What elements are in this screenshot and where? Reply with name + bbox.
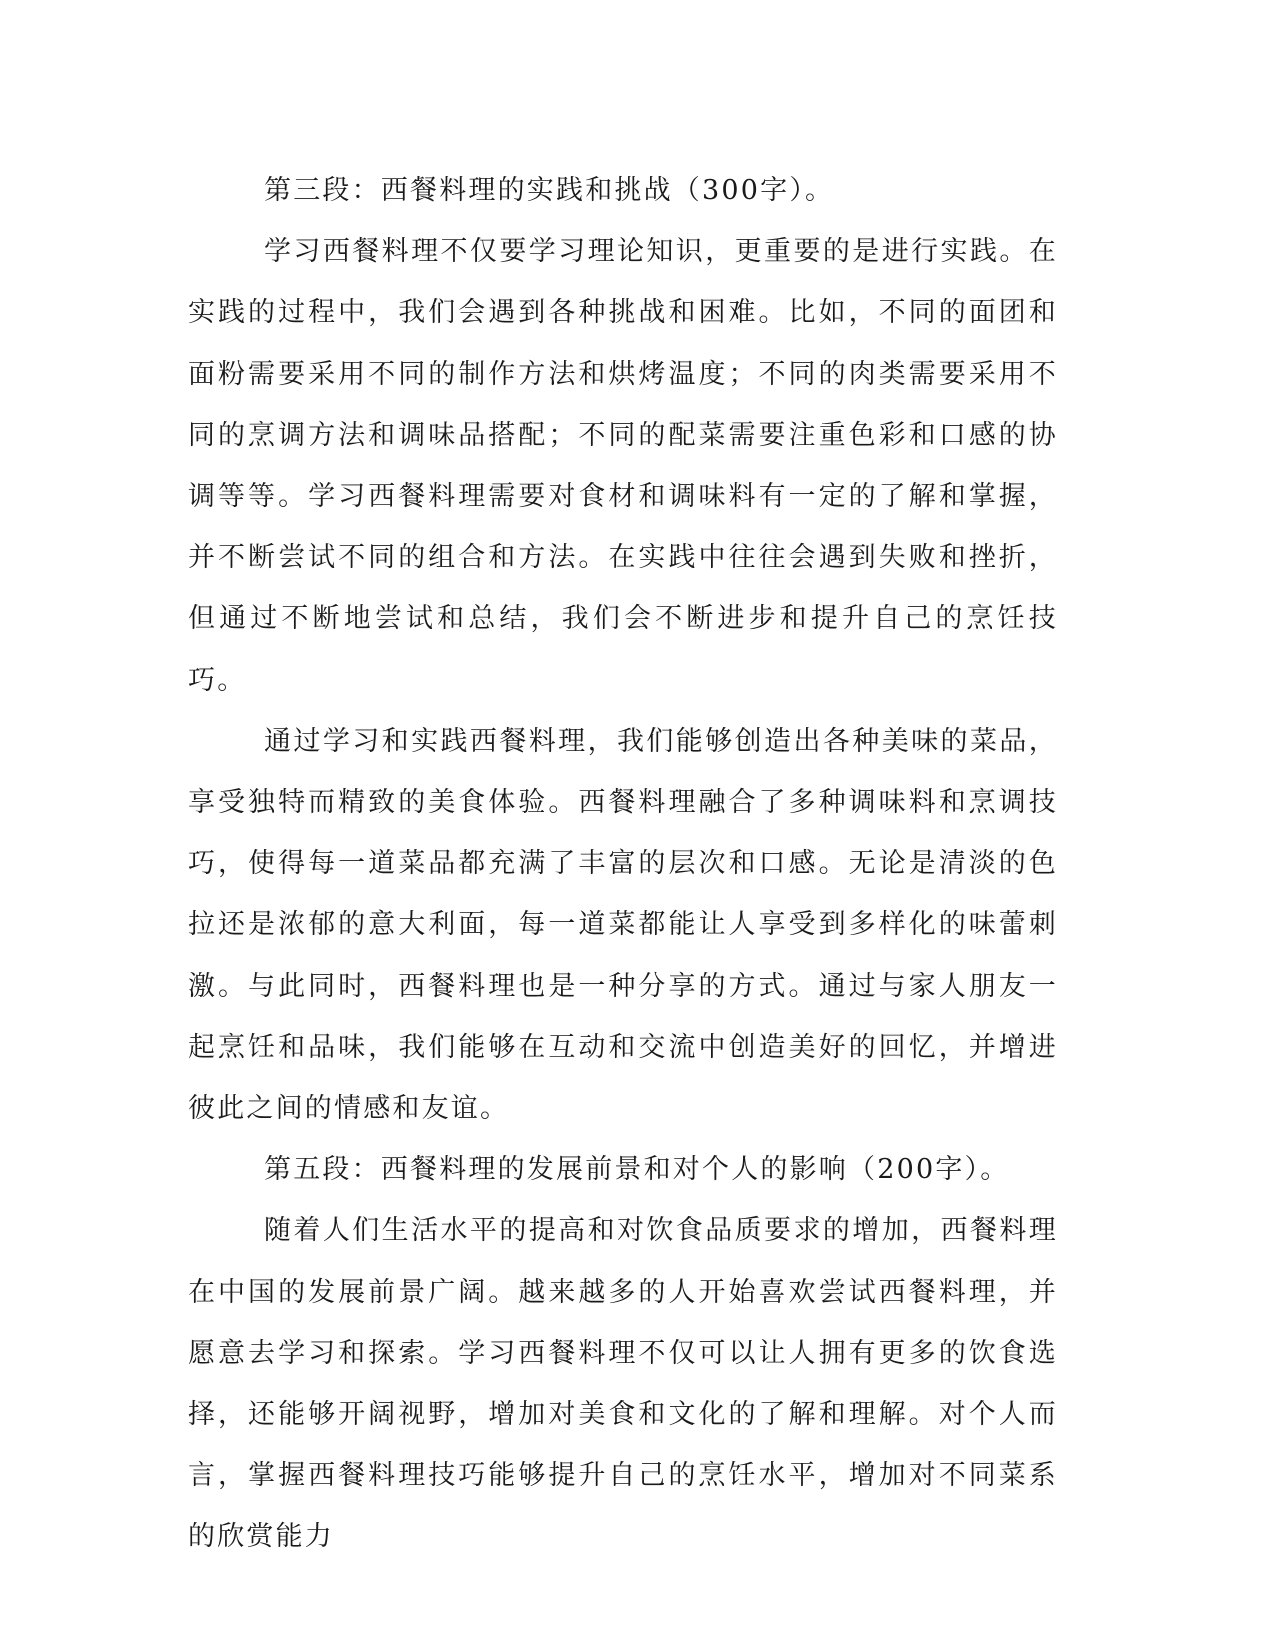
paragraph-prospects: 随着人们生活水平的提高和对饮食品质要求的增加，西餐料理在中国的发展前景广阔。越来越多的人开始喜欢尝试西餐料理，并愿意去学习和探索。学习西餐料理不仅可以让人拥有更多的饮食选择，还能够开阔视野，增加对美食和文化的了解和理解。对个人而言，掌握西餐料理技巧能够提升自己的烹饪水平，增加对不同菜系的欣赏能力 xyxy=(188,1215,1058,1553)
paragraph-practice: 学习西餐料理不仅要学习理论知识，更重要的是进行实践。在实践的过程中，我们会遇到各种挑战和困难。比如，不同的面团和面粉需要采用不同的制作方法和烘烤温度；不同的肉类需要采用不同的烹调方法和调味品搭配；不同的配菜需要注重色彩和口感的协调等等。学习西餐料理需要对食材和调味料有一定的了解和掌握，并不断尝试不同的组合和方法。在实践中往往会遇到失败和挫折，但通过不断地尝试和总结，我们会不断进步和提升自己的烹饪技巧。 xyxy=(188,236,1058,696)
paragraph-experience: 通过学习和实践西餐料理，我们能够创造出各种美味的菜品，享受独特而精致的美食体验。西餐料理融合了多种调味料和烹调技巧，使得每一道菜品都充满了丰富的层次和口感。无论是清淡的色拉还是浓郁的意大利面，每一道菜都能让人享受到多样化的味蕾刺激。与此同时，西餐料理也是一种分享的方式。通过与家人朋友一起烹饪和品味，我们能够在互动和交流中创造美好的回忆，并增进彼此之间的情感和友谊。 xyxy=(188,725,1058,1125)
section-heading-5: 第五段：西餐料理的发展前景和对个人的影响（200字）。 xyxy=(264,1154,1010,1186)
section-heading-3: 第三段：西餐料理的实践和挑战（300字）。 xyxy=(264,175,835,206)
document-body xyxy=(188,160,1058,1568)
